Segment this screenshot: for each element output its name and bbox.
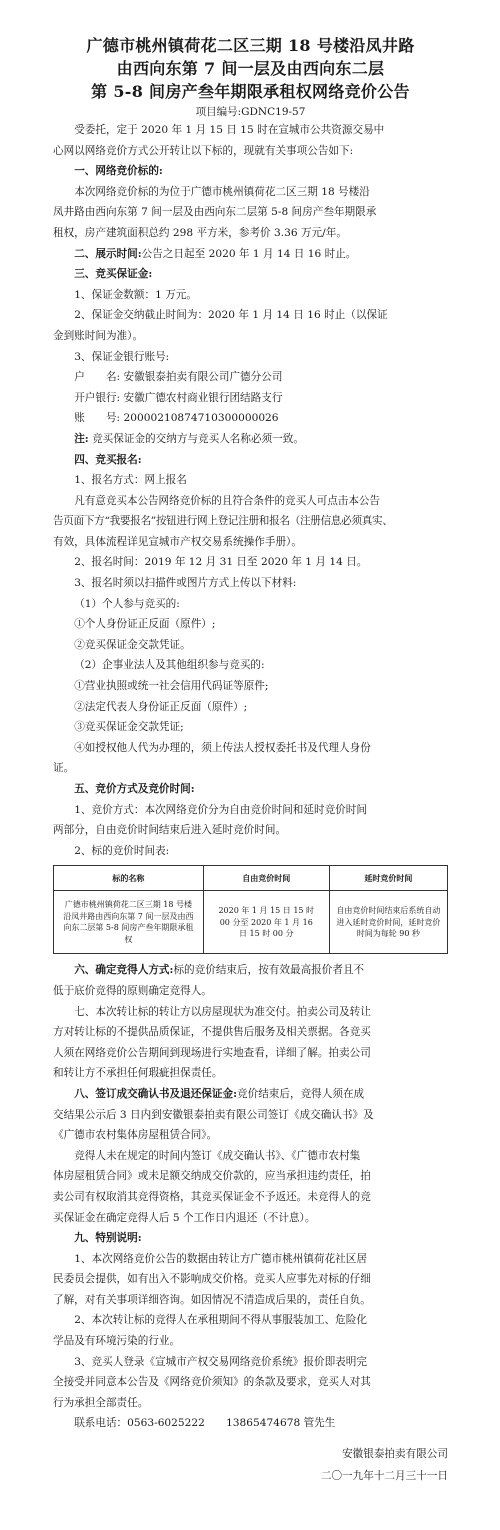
title-line-3: 第 5-8 间房产叁年期限承租权网络竞价公告 xyxy=(91,82,410,101)
bank-name: 安徽广德农村商业银行团结路支行 xyxy=(123,391,283,404)
company-item: ③竞买保证金交款凭证; xyxy=(74,721,184,734)
registration-method: 1、报名方式：网上报名 xyxy=(74,474,187,487)
note-1-line: 1、本次网络竞价公告的数据由转让方广德市桃州镇荷花社区居 xyxy=(74,1252,367,1265)
section-1-line: 凤井路由西向东第 7 间一层及由西向东二层第 5-8 间房产叁年期限承 xyxy=(53,206,377,219)
section-8-para2-line: 卖公司有权取消其竞得资格，其竞买保证金不予返还。未竞得人的竞 xyxy=(53,1190,371,1203)
note-3-line: 行为承担全部责任。 xyxy=(53,1396,149,1409)
section-8-para2-line: 买保证金在确定竞得人后 5 个工作日内退还（不计息）。 xyxy=(53,1211,316,1224)
deposit-amount: 1、保证金数额：1 万元。 xyxy=(74,288,197,301)
registration-desc-line: 告页面下方“我要报名”按钮进行网上登记注册和报名（注册信息必须真实、 xyxy=(53,515,393,528)
note-2-line: 学品及有环境污染的行业。 xyxy=(53,1335,181,1348)
contact-phone: 联系电话：0563-6025222 13865474678 管先生 xyxy=(74,1417,336,1430)
note-label: 注: xyxy=(74,432,89,445)
section-6-heading: 六、确定竞得人方式: xyxy=(74,964,174,977)
title-line-2: 由西向东第 7 间一层及由西向东二层 xyxy=(116,59,385,78)
company-item: ④如授权他人代为办理的，须上传法人授权委托书及代理人身份 xyxy=(74,741,371,754)
section-8-text: 竞价结束后，竞得人须在成 xyxy=(237,1087,365,1100)
registration-desc-line: 有效，具体流程详见宣城市产权交易系统操作手册）。 xyxy=(53,535,302,548)
bank-label: 开户银行: xyxy=(74,391,121,404)
section-2 xyxy=(53,244,448,265)
bank-row xyxy=(53,388,448,409)
section-1-line: 本次网络竞价标的为位于广德市桃州镇荷花二区三期 18 号楼沿 xyxy=(74,185,370,198)
page-title xyxy=(53,34,448,103)
company-item: ①营业执照或统一社会信用代码证等原件; xyxy=(74,680,269,693)
section-8-para2-line: 体房屋租赁合同》或未足额交纳成交价款的，应当承担违约责任，拍 xyxy=(53,1170,371,1183)
section-7-line: 七、本次转让标的转让方以房屋现状为准交付。拍卖公司及转让 xyxy=(74,1005,371,1018)
table-header: 标的名称 xyxy=(54,866,204,891)
table-cell-item-name: 广德市桃州镇荷花二区三期 18 号楼沿凤井路由西向东第 7 间一层及由西向东二层第 5-8 间房产叁年期限承租权 xyxy=(54,891,204,954)
section-2-heading: 二、展示时间: xyxy=(74,247,142,260)
section-4-heading: 四、竞买报名: xyxy=(74,453,142,466)
bidding-mode-line: 两部分，自由竞价时间结束后进入延时竞价时间。 xyxy=(53,824,287,837)
table-cell-free-time: 2020 年 1 月 15 日 15 时 00 分至 2020 年 1 月 16 日 15 时 00 分 xyxy=(203,891,329,954)
note-3-line: 3、竞买人登录《宣城市产权交易网络竞价系统》报价即表明完 xyxy=(74,1355,367,1368)
section-7-line: 方对转让标的不提供品质保证，不提供售后服务及相关票据。各竞买 xyxy=(53,1026,371,1039)
table-header: 延时竞价时间 xyxy=(329,866,447,891)
company-title: （2）企事业法人及其他组织参与竞买的: xyxy=(74,659,265,672)
bidding-schedule-table xyxy=(53,865,448,954)
section-8-heading: 八、签订成交确认书及退还保证金: xyxy=(74,1087,238,1100)
materials-title: 3、报名时须以扫描件或图片方式上传以下材料: xyxy=(74,577,297,590)
individual-item: ①个人身份证正反面（原件）; xyxy=(74,618,216,631)
project-number: 项目编号:GDNC19-57 xyxy=(195,106,306,118)
section-8 xyxy=(53,1084,448,1105)
registration-desc-line: 凡有意竞买本公告网络竞价标的且符合条件的竞买人可点击本公告 xyxy=(74,494,380,507)
bank-account-title: 3、保证金银行账号: xyxy=(74,350,170,363)
section-7-line: 人须在网络竞价公告期间到现场进行实地查看，详细了解。拍卖公司 xyxy=(53,1046,371,1059)
account-number-label: 账 号: xyxy=(74,412,121,425)
section-6 xyxy=(53,960,448,981)
schedule-table-title: 2、标的竞价时间表: xyxy=(74,844,170,857)
title-line-1: 广德市桃州镇荷花二区三期 18 号楼沿凤井路 xyxy=(86,36,415,55)
section-6-text: 标的竞价结束后，按有效最高报价者且不 xyxy=(173,964,365,977)
section-2-text: 公告之日起至 2020 年 1 月 14 日 16 时止。 xyxy=(141,247,357,260)
note-2-line: 2、本次转让标的竞得人在承租期间不得从事服装加工、危险化 xyxy=(74,1314,367,1327)
note-text: 竞买保证金的交纳方与竞买人名称必须一致。 xyxy=(92,432,304,445)
account-number-row xyxy=(53,408,448,429)
account-name: 安徽银泰拍卖有限公司广德分公司 xyxy=(123,371,283,384)
section-1-line: 租权，房产建筑面积总约 298 平方米，参考价 3.36 万元/年。 xyxy=(53,226,347,239)
company-item: 证。 xyxy=(53,762,75,775)
intro-line-1: 受委托，定于 2020 年 1 月 15 日 15 时在宣城市公共资源交易中 xyxy=(74,124,385,136)
deposit-deadline-line: 2、保证金交纳截止时间为：2020 年 1 月 14 日 16 时止（以保证 xyxy=(74,309,388,322)
deposit-note xyxy=(53,429,448,450)
account-name-row xyxy=(53,367,448,388)
section-7-line: 和转让方不承担任何瑕疵担保责任。 xyxy=(53,1067,223,1080)
individual-item: ②竞买保证金交款凭证。 xyxy=(74,638,191,651)
section-5-heading: 五、竞价方式及竞价时间: xyxy=(74,783,195,795)
table-cell-delay-time: 自由竞价时间结束后系统自动进入延时竞价时间，延时竞价时间为每轮 90 秒 xyxy=(329,891,447,954)
note-1-line: 民委员会提供，如有出入不影响成交价格。竞买人应事先对标的仔细 xyxy=(53,1273,371,1286)
intro-line-2: 心网以网络竞价方式公开转让以下标的，现就有关事项公告如下: xyxy=(53,144,354,157)
section-8-line: 交结果公示后 3 日内到安徽银泰拍卖有限公司签订《成交确认书》及 xyxy=(53,1108,374,1121)
account-name-label: 户 名: xyxy=(74,371,121,384)
note-1-line: 了解，对有关事项详细咨询。如因情况不清造成后果的，责任自负。 xyxy=(53,1293,371,1306)
section-8-line: 《广德市农村集体房屋租赁合同》。 xyxy=(53,1129,218,1142)
table-header: 自由竞价时间 xyxy=(203,866,329,891)
section-9-heading: 九、特别说明: xyxy=(74,1232,142,1245)
signature-date: 二〇一九年十二月三十一日 xyxy=(320,1470,448,1482)
registration-time: 2、报名时间：2019 年 12 月 31 日至 2020 年 1 月 14 日。 xyxy=(74,556,368,569)
section-8-para2-line: 竞得人未在规定的时间内签订《成交确认书》、《广德市农村集 xyxy=(74,1149,361,1162)
section-3-heading: 三、竞买保证金: xyxy=(74,268,153,281)
note-3-line: 全接受并同意本公告及《网络竞价须知》的条款及要求，竞买人对其 xyxy=(53,1376,371,1389)
section-6-line: 低于底价竞得的原则确定竞得人。 xyxy=(53,984,212,997)
table-row xyxy=(54,891,448,954)
table-header-row xyxy=(54,866,448,891)
bidding-mode-line: 1、竞价方式：本次网络竞价分为自由竞价时间和延时竞价时间 xyxy=(74,803,367,816)
individual-title: （1）个人参与竞买的: xyxy=(74,597,180,610)
section-1-heading: 一、网络竞价标的: xyxy=(74,165,163,178)
account-number: 20000210874710300000026 xyxy=(123,412,279,425)
signature-company: 安徽银泰拍卖有限公司 xyxy=(342,1448,448,1460)
deposit-deadline-line: 金到账时间为准）。 xyxy=(53,329,144,342)
company-item: ②法定代表人身份证正反面（原件）; xyxy=(74,700,248,713)
